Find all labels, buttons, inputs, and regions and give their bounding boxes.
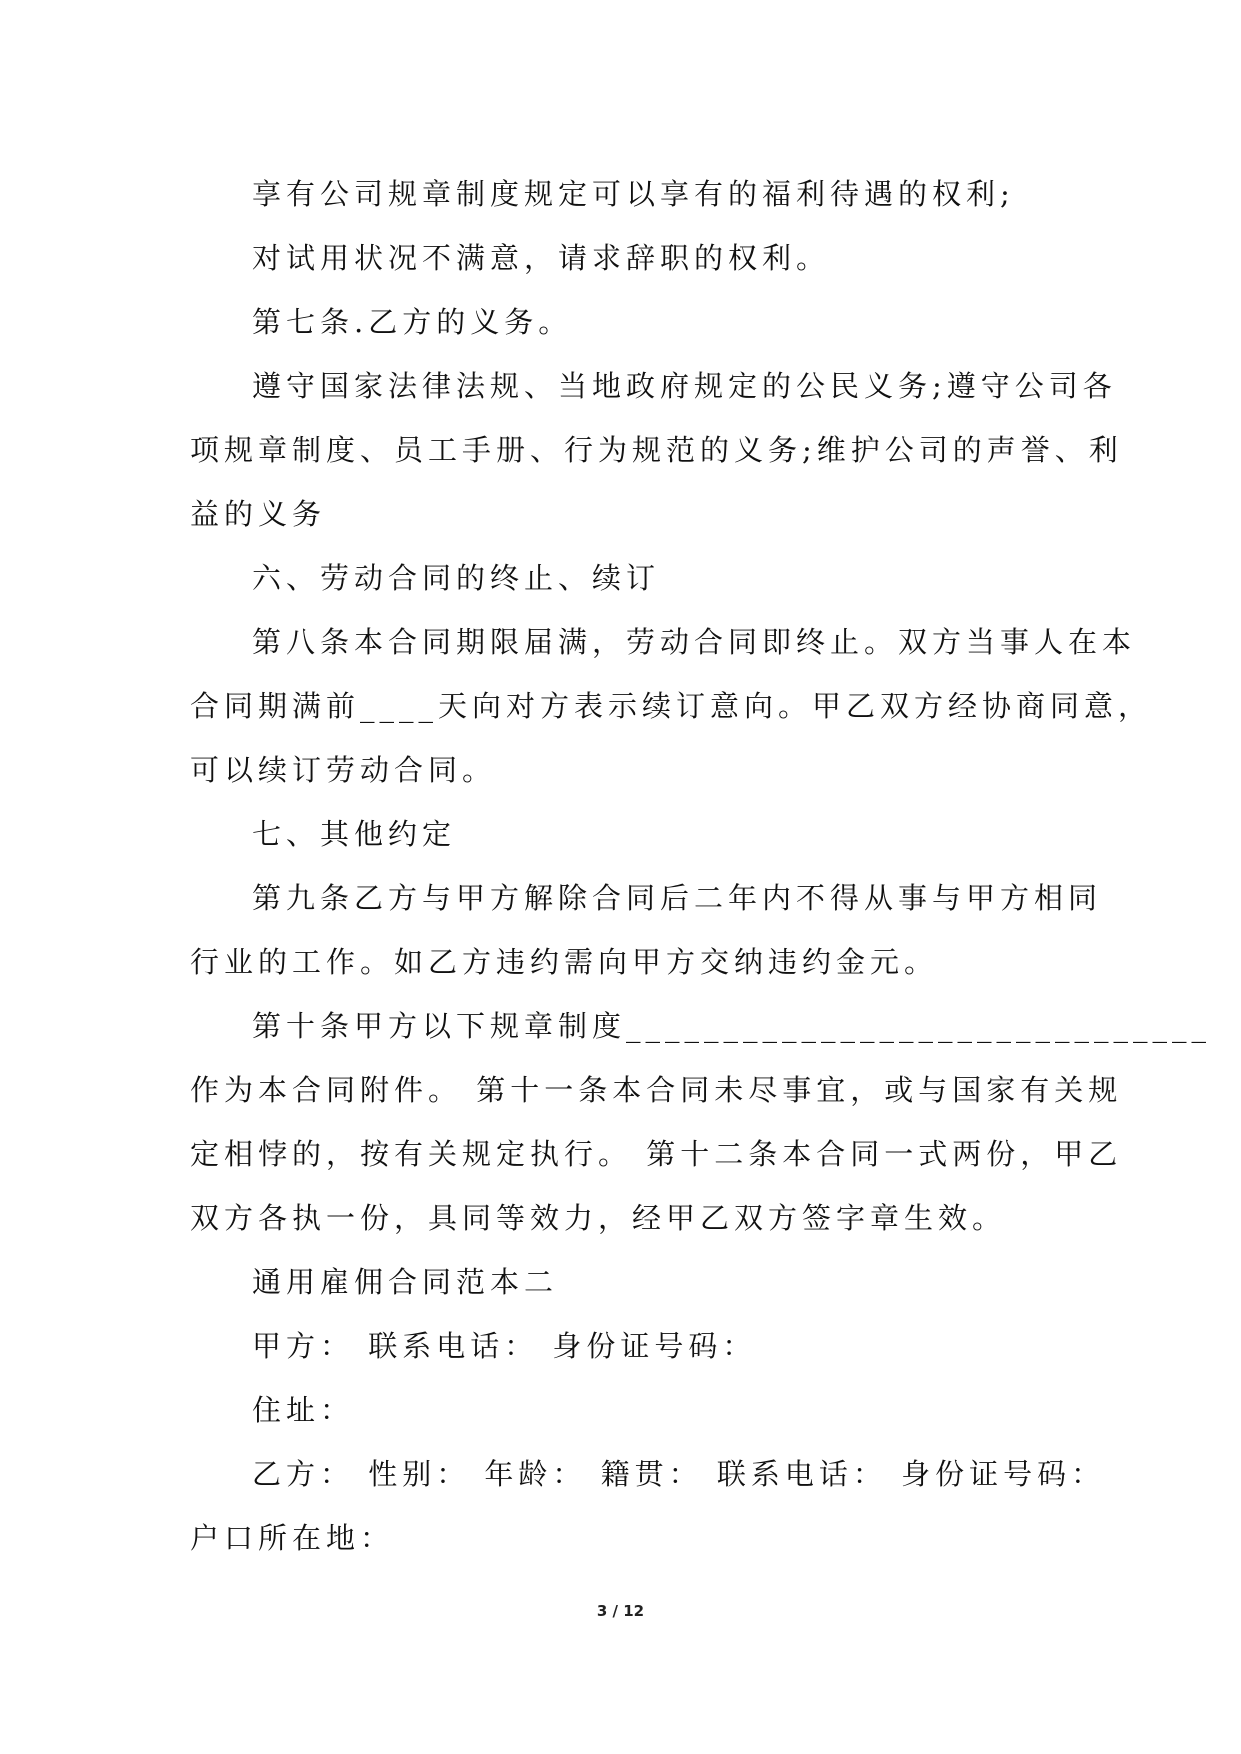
text-line: 可以续订劳动合同。 xyxy=(190,753,497,787)
document-subtitle: 通用雇佣合同范本二 xyxy=(252,1265,559,1299)
text-line: 享有公司规章制度规定可以享有的福利待遇的权利; xyxy=(252,177,1015,211)
text-line: 合同期满前____天向对方表示续订意向。甲乙双方经协商同意， xyxy=(190,689,1153,723)
text-line: 第十条甲方以下规章制度______________________________ xyxy=(252,1009,1212,1043)
text-line: 双方各执一份，具同等效力，经甲乙双方签字章生效。 xyxy=(190,1201,1007,1235)
address-field: 住址： xyxy=(252,1393,355,1427)
page-number: 3 / 12 xyxy=(596,1602,645,1620)
document-body xyxy=(190,162,1212,1570)
party-a-fields: 甲方： 联系电话： 身份证号码： xyxy=(252,1329,757,1363)
text-line: 第八条本合同期限届满，劳动合同即终止。双方当事人在本 xyxy=(252,625,1137,659)
text-line: 定相悖的，按有关规定执行。 第十二条本合同一式两份，甲乙 xyxy=(190,1137,1123,1171)
household-registration-field: 户口所在地： xyxy=(190,1521,395,1555)
text-line: 作为本合同附件。 第十一条本合同未尽事宜，或与国家有关规 xyxy=(190,1073,1123,1107)
text-line: 行业的工作。如乙方违约需向甲方交纳违约金元。 xyxy=(190,945,939,979)
text-line: 第九条乙方与甲方解除合同后二年内不得从事与甲方相同 xyxy=(252,881,1103,915)
section-heading: 六、劳动合同的终止、续订 xyxy=(252,561,661,595)
party-b-fields: 乙方： 性别： 年龄： 籍贯： 联系电话： 身份证号码： xyxy=(252,1457,1106,1491)
text-line: 项规章制度、员工手册、行为规范的义务;维护公司的声誉、利 xyxy=(190,433,1123,467)
article-heading: 第七条.乙方的义务。 xyxy=(252,305,573,339)
text-line: 对试用状况不满意，请求辞职的权利。 xyxy=(252,241,831,275)
section-heading: 七、其他约定 xyxy=(252,817,457,851)
text-line: 益的义务 xyxy=(190,497,327,531)
text-line: 遵守国家法律法规、当地政府规定的公民义务;遵守公司各 xyxy=(252,369,1117,403)
